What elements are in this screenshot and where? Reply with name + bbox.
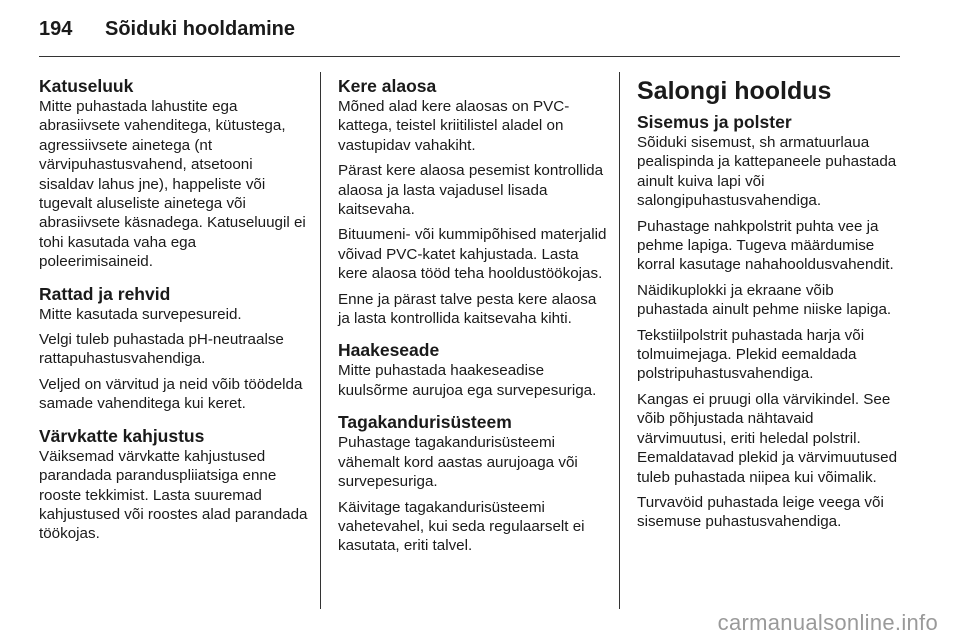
paragraph: Bituumeni- või kummipõhised materjalid võivad PVC-katet kahjustada. Lasta kere alaosa tööd teha hooldustöökojas. — [338, 226, 607, 283]
paragraph: Näidikuplokki ja ekraane võib puhastada ainult pehme niiske lapiga. — [637, 281, 892, 319]
paragraph: Puhastage tagakandurisüsteemi vähemalt kord aastas aurujoaga või survepesuriga. — [338, 434, 578, 491]
column-divider-1 — [320, 72, 321, 609]
section-katuseluuk — [39, 76, 309, 272]
paragraph: Turvavöid puhastada leige veega või sisemuse puhastusvahendiga. — [637, 493, 884, 531]
paragraph: Väiksemad värvkatte kahjustused parandada paranduspliiatsiga enne rooste tekkimist. Lasta suuremad kahjustused või roostes alad parandada töökojas. — [39, 447, 308, 543]
column-1 — [39, 76, 309, 556]
paragraph: Kangas ei pruugi olla värvikindel. See võib põhjustada nähtavaid värvimuutusi, eriti heledal polstril. Eemaldatavad plekid ja värvimuutused tuleb puhastada niipea kui võimalik. — [637, 390, 898, 486]
paragraph: Veljed on värvitud ja neid võib töödelda samade vahenditega kui keret. — [39, 375, 303, 413]
paragraph: Puhastage nahkpolstrit puhta vee ja pehme lapiga. Tugeva määrdumise korral kasutage nahahooldusvahendit. — [637, 217, 894, 274]
section-tagakandurisusteem — [338, 412, 608, 555]
paragraph: Mitte puhastada lahustite ega abrasiivsete vahenditega, kütustega, agressiivsete ainetega (nt värvipuhastusvahend, atsetooni sisaldav lahus jne), happeliste või tugevalt aluseliste ainetega või abrasiivsete käsnadega. Katuseluugil ei tohi kasutada vaha ega poleerimisaineid. — [39, 98, 306, 271]
paragraph: Mitte kasutada survepesureid. — [39, 305, 242, 323]
section-heading: Katuseluuk — [39, 76, 134, 96]
section-haakeseade — [338, 340, 608, 400]
paragraph: Pärast kere alaosa pesemist kontrollida alaosa ja lasta vajadusel lisada kaitsevaha. — [338, 162, 604, 219]
paragraph: Mõned alad kere alaosas on PVC-kattega, teistel kriitilistel aladel on vastupidav vahakiht. — [338, 98, 570, 154]
section-sisemus-ja-polster — [637, 112, 903, 532]
section-heading: Värvkatte kahjustus — [39, 425, 205, 446]
page-header — [39, 18, 295, 48]
section-heading: Tagakandurisüsteem — [338, 412, 512, 433]
paragraph: Sõiduki sisemust, sh armatuurlaua pealispinda ja kattepaneele puhastada ainult kuiva lapi või salongipuhastusvahendiga. — [637, 134, 897, 210]
chapter-title: Salongi hooldus — [637, 77, 832, 105]
paragraph: Käivitage tagakandurisüsteemi vahetevahel, kui seda regulaarselt ei kasutata, eriti talvel. — [338, 498, 585, 555]
paragraph: Tekstiilpolstrit puhastada harja või tolmuimejaga. Plekid eemaldada polstripuhastusvahendiga. — [637, 326, 865, 383]
page-title: Sõiduki hooldamine — [105, 18, 296, 40]
section-kere-alaosa — [338, 76, 608, 328]
column-divider-2 — [619, 72, 620, 609]
section-heading: Rattad ja rehvid — [39, 283, 171, 304]
paragraph: Enne ja pärast talve pesta kere alaosa ja lasta kontrollida kaitsevaha kihti. — [338, 290, 597, 328]
section-heading: Haakeseade — [338, 340, 440, 361]
watermark-text: carmanualsonline.info — [717, 610, 938, 635]
page-number: 194 — [39, 18, 73, 40]
section-rattad-ja-rehvid — [39, 284, 309, 414]
paragraph: Mitte puhastada haakeseadise kuulsõrme aurujoa ega survepesuriga. — [338, 362, 597, 399]
paragraph: Velgi tuleb puhastada pH-neutraalse rattapuhastusvahendiga. — [39, 331, 284, 368]
column-2 — [338, 76, 608, 568]
section-heading: Kere alaosa — [338, 76, 437, 96]
section-varvkatte-kahjustus — [39, 426, 309, 544]
column-3 — [637, 76, 903, 544]
section-heading: Sisemus ja polster — [637, 112, 792, 132]
header-divider — [39, 56, 900, 57]
